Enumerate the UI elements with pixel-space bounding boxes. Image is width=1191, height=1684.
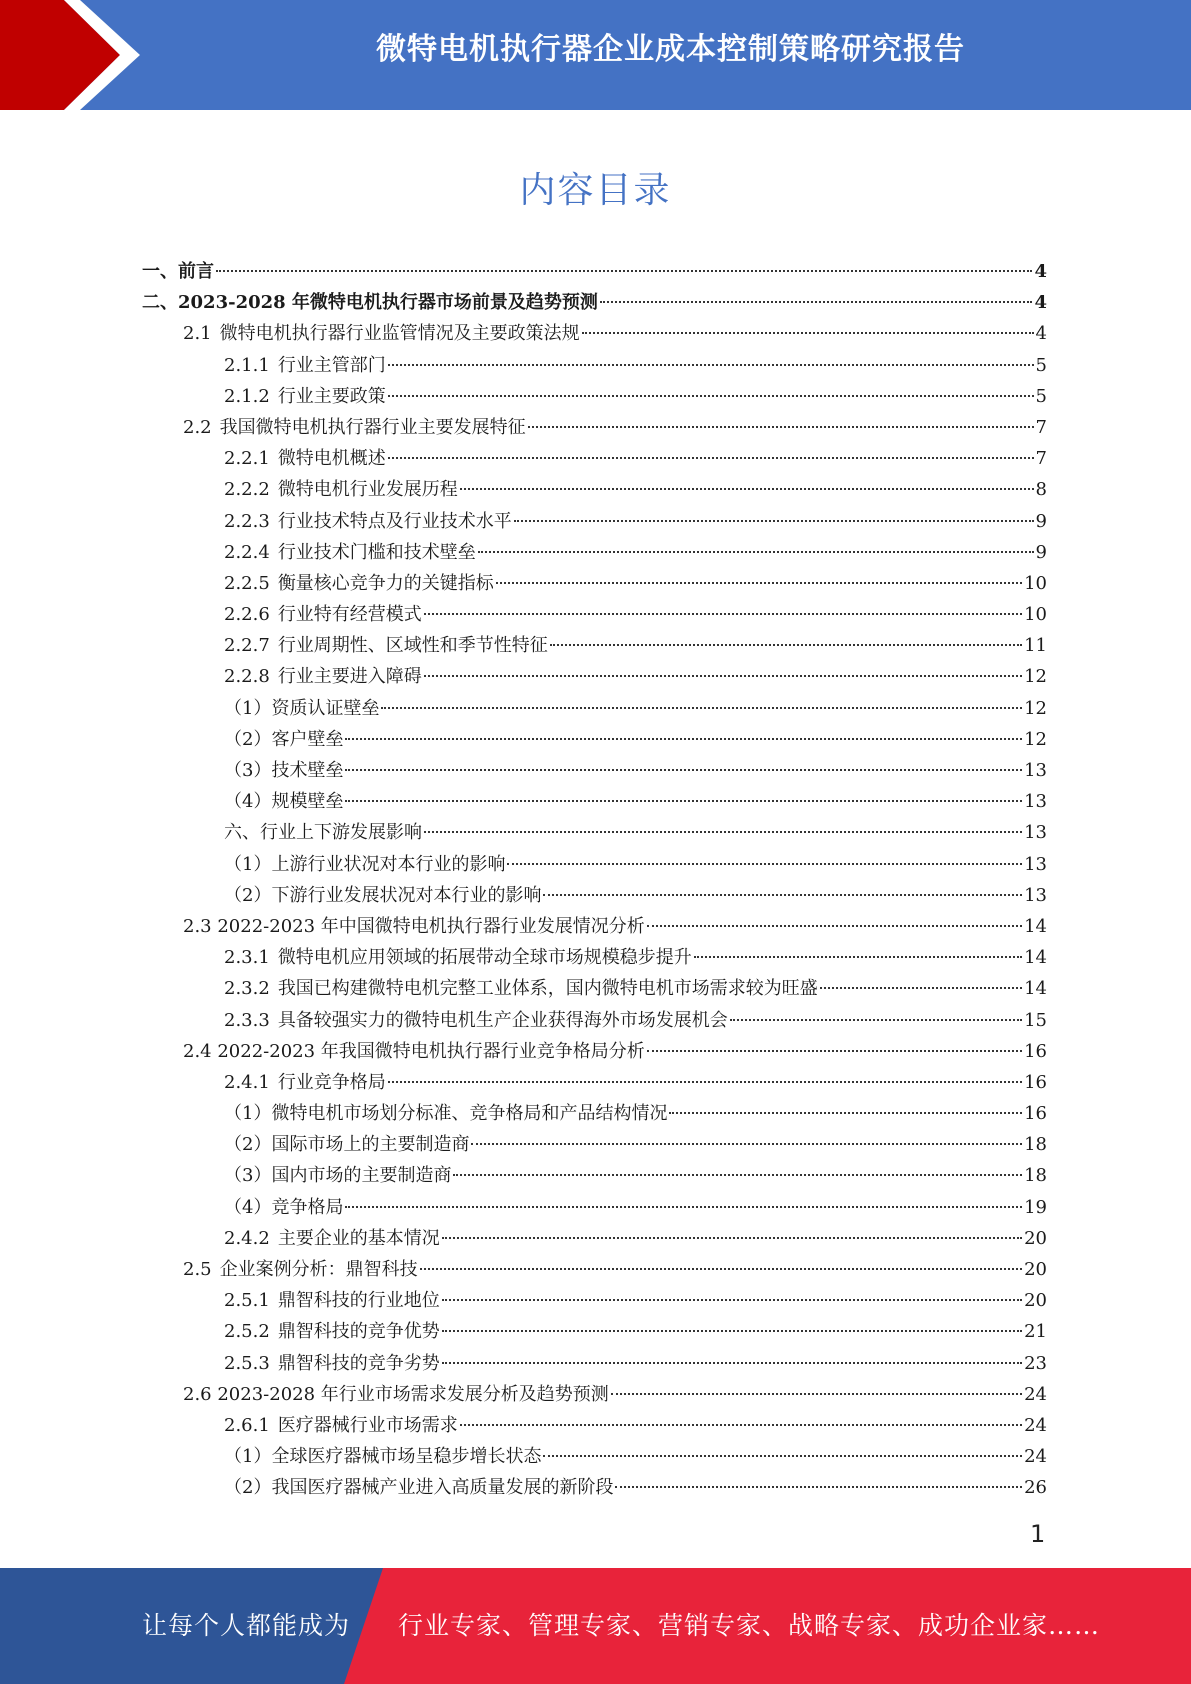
toc-entry[interactable]: [142, 350, 1047, 381]
toc-entry[interactable]: [142, 1036, 1047, 1067]
toc-entry[interactable]: [142, 1098, 1047, 1129]
toc-entry-text: （2）我国医疗器械产业进入高质量发展的新阶段: [224, 1477, 614, 1499]
toc-entry-page: 14: [1024, 947, 1047, 969]
toc-entry-page: 20: [1024, 1259, 1047, 1280]
toc-dot-leader: [514, 520, 1034, 522]
toc-entry[interactable]: [142, 537, 1047, 568]
toc-entry-text: 鼎智科技的竞争劣势: [277, 1352, 440, 1374]
toc-entry-page: 26: [1024, 1477, 1047, 1499]
toc-entry-text: （1）上游行业状况对本行业的影响: [224, 853, 506, 875]
toc-dot-leader: [442, 1299, 1022, 1301]
toc-entry-text: 主要企业的基本情况: [277, 1227, 440, 1249]
toc-entry-text: 行业主要进入障碍: [277, 666, 422, 688]
toc-entry[interactable]: [142, 568, 1047, 599]
toc-entry-page: 4: [1034, 261, 1047, 282]
toc-dot-leader: [647, 1050, 1022, 1052]
toc-entry[interactable]: [142, 880, 1047, 911]
toc-entry-text: （1）全球医疗器械市场呈稳步增长状态: [224, 1446, 542, 1468]
toc-entry-text: （3）国内市场的主要制造商: [224, 1165, 452, 1187]
toc-entry-text: 一、前言: [142, 261, 214, 282]
toc-dot-leader: [478, 551, 1034, 553]
toc-entry-text: 医疗器械行业市场需求: [277, 1414, 458, 1436]
toc-dot-leader: [442, 1237, 1022, 1239]
toc-entry-page: 16: [1024, 1040, 1047, 1062]
toc-entry-page: 14: [1024, 915, 1047, 937]
toc-entry[interactable]: [142, 1254, 1047, 1285]
toc-dot-leader: [471, 1143, 1022, 1145]
toc-entry-page: 9: [1035, 510, 1047, 532]
toc-entry-page: 24: [1024, 1446, 1047, 1468]
toc-entry-page: 20: [1024, 1227, 1047, 1249]
toc-dot-leader: [420, 1268, 1022, 1270]
toc-entry-number: 2.1.2: [224, 385, 270, 407]
toc-entry-page: 4: [1034, 292, 1047, 314]
toc-entry[interactable]: [142, 1379, 1047, 1410]
toc-entry[interactable]: [142, 786, 1047, 817]
toc-entry-text: 2.6 2023-2028 年行业市场需求发展分析及趋势预测: [183, 1383, 609, 1405]
toc-entry-number: 2.4.2: [224, 1227, 270, 1249]
toc-dot-leader: [820, 987, 1022, 989]
toc-entry-text: 2.3 2022-2023 年中国微特电机执行器行业发展情况分析: [183, 915, 645, 937]
toc-entry-page: 16: [1024, 1071, 1047, 1093]
toc-dot-leader: [694, 956, 1022, 958]
toc-entry-number: 2.2.3: [224, 510, 270, 532]
toc-entry-text: （1）微特电机市场划分标准、竞争格局和产品结构情况: [224, 1103, 668, 1125]
table-of-contents: [142, 256, 1047, 1504]
toc-dot-leader: [615, 1486, 1022, 1488]
toc-entry[interactable]: [142, 817, 1047, 848]
toc-entry-text: （1）资质认证壁垒: [224, 697, 380, 719]
toc-dot-leader: [216, 270, 1032, 272]
toc-dot-leader: [669, 1112, 1022, 1114]
toc-entry-page: 24: [1024, 1414, 1047, 1436]
toc-entry-text: 二、2023-2028 年微特电机执行器市场前景及趋势预测: [142, 292, 598, 314]
toc-entry[interactable]: [142, 693, 1047, 724]
toc-entry-page: 13: [1024, 853, 1047, 875]
toc-entry-page: 20: [1024, 1290, 1047, 1312]
toc-entry[interactable]: [142, 287, 1047, 318]
toc-entry-page: 5: [1035, 385, 1047, 407]
toc-entry[interactable]: [142, 755, 1047, 786]
toc-entry-text: 微特电机行业发展历程: [277, 479, 458, 501]
toc-entry-page: 21: [1024, 1321, 1047, 1343]
toc-dot-leader: [460, 1424, 1022, 1426]
toc-entry-text: 行业技术门槛和技术壁垒: [277, 541, 476, 563]
toc-entry[interactable]: [142, 1005, 1047, 1036]
toc-entry-number: 2.2.8: [224, 666, 270, 688]
toc-entry-text: 行业竞争格局: [277, 1071, 386, 1093]
toc-entry-page: 16: [1024, 1103, 1047, 1125]
toc-entry-page: 13: [1024, 760, 1047, 781]
toc-dot-leader: [345, 738, 1022, 740]
toc-entry-number: 2.5.2: [224, 1321, 270, 1343]
toc-dot-leader: [388, 457, 1034, 459]
toc-entry-page: 13: [1024, 791, 1047, 813]
toc-entry[interactable]: [142, 1316, 1047, 1347]
footer-band: [0, 1568, 1191, 1684]
toc-entry-page: 12: [1024, 666, 1047, 688]
toc-dot-leader: [345, 1206, 1022, 1208]
toc-entry[interactable]: [142, 381, 1047, 412]
footer-slogan-left: 让每个人都能成为: [142, 1611, 351, 1640]
report-title: 微特电机执行器企业成本控制策略研究报告: [376, 32, 965, 67]
toc-entry-number: 2.3.2: [224, 978, 270, 1000]
toc-dot-leader: [600, 301, 1033, 303]
toc-entry-text: 我国已构建微特电机完整工业体系，国内微特电机市场需求较为旺盛: [277, 978, 818, 1000]
toc-entry[interactable]: [142, 474, 1047, 505]
toc-entry[interactable]: [142, 1129, 1047, 1160]
toc-entry-text: （2）下游行业发展状况对本行业的影响: [224, 884, 542, 906]
toc-dot-leader: [582, 332, 1034, 334]
toc-entry-text: 行业主要政策: [277, 385, 386, 407]
toc-entry-page: 13: [1024, 884, 1047, 906]
toc-dot-leader: [442, 1330, 1022, 1332]
toc-dot-leader: [442, 1362, 1022, 1364]
toc-entry-number: 2.1.1: [224, 354, 270, 376]
toc-entry-text: （2）客户壁垒: [224, 728, 344, 750]
toc-dot-leader: [528, 426, 1034, 428]
toc-entry[interactable]: [142, 1410, 1047, 1441]
toc-entry-text: 鼎智科技的竞争优势: [277, 1321, 440, 1343]
toc-entry-number: 2.2.1: [224, 448, 270, 470]
toc-entry-number: 2.1: [183, 323, 212, 345]
toc-entry[interactable]: [142, 1472, 1047, 1503]
toc-entry-page: 12: [1024, 728, 1047, 750]
toc-entry[interactable]: [142, 506, 1047, 537]
toc-dot-leader: [611, 1393, 1022, 1395]
toc-dot-leader: [424, 613, 1022, 615]
toc-entry-number: 2.2.6: [224, 604, 270, 626]
toc-entry-page: 7: [1035, 448, 1047, 470]
toc-entry[interactable]: [142, 630, 1047, 661]
toc-entry-number: 2.3.3: [224, 1009, 270, 1031]
toc-entry[interactable]: [142, 661, 1047, 692]
toc-entry-text: 具备较强实力的微特电机生产企业获得海外市场发展机会: [277, 1009, 728, 1031]
toc-entry-page: 15: [1024, 1009, 1047, 1031]
toc-entry-text: （2）国际市场上的主要制造商: [224, 1134, 470, 1156]
toc-entry-text: 微特电机执行器行业监管情况及主要政策法规: [219, 323, 580, 345]
toc-entry-page: 23: [1024, 1352, 1047, 1374]
toc-dot-leader: [381, 707, 1022, 709]
toc-dot-leader: [388, 364, 1034, 366]
toc-entry-number: 2.5: [183, 1259, 212, 1280]
toc-dot-leader: [424, 831, 1022, 833]
toc-entry[interactable]: [142, 724, 1047, 755]
toc-dot-leader: [453, 1174, 1022, 1176]
toc-entry-page: 10: [1024, 604, 1047, 626]
toc-dot-leader: [345, 800, 1022, 802]
toc-entry-number: 2.2.4: [224, 541, 270, 563]
toc-entry-text: （4）规模壁垒: [224, 791, 344, 813]
toc-entry-number: 2.4.1: [224, 1071, 270, 1093]
toc-dot-leader: [507, 863, 1022, 865]
toc-entry-number: 2.5.3: [224, 1352, 270, 1374]
toc-entry-text: 微特电机概述: [277, 448, 386, 470]
toc-entry-number: 2.3.1: [224, 947, 270, 969]
toc-entry[interactable]: [142, 1285, 1047, 1316]
toc-entry-page: 13: [1024, 822, 1047, 844]
toc-entry-text: （3）技术壁垒: [224, 760, 344, 781]
toc-entry-page: 10: [1024, 572, 1047, 594]
toc-entry-text: 鼎智科技的行业地位: [277, 1290, 440, 1312]
toc-entry[interactable]: [142, 1067, 1047, 1098]
toc-entry[interactable]: [142, 1160, 1047, 1191]
toc-entry-page: 8: [1035, 479, 1047, 501]
toc-entry-number: 2.2.5: [224, 572, 270, 594]
toc-entry-text: 衡量核心竞争力的关键指标: [277, 572, 494, 594]
toc-entry-page: 24: [1024, 1383, 1047, 1405]
toc-entry-page: 14: [1024, 978, 1047, 1000]
toc-entry[interactable]: [142, 443, 1047, 474]
toc-dot-leader: [647, 925, 1022, 927]
toc-entry[interactable]: [142, 1223, 1047, 1254]
toc-entry-number: 2.6.1: [224, 1414, 270, 1436]
toc-entry[interactable]: [142, 1441, 1047, 1472]
toc-entry-text: 行业主管部门: [277, 354, 386, 376]
toc-dot-leader: [345, 769, 1022, 771]
toc-entry-text: 企业案例分析：鼎智科技: [219, 1259, 418, 1280]
header-band: [0, 0, 1191, 110]
toc-entry-page: 12: [1024, 697, 1047, 719]
toc-entry-text: 行业周期性、区域性和季节性特征: [277, 635, 548, 657]
toc-dot-leader: [543, 894, 1022, 896]
toc-entry[interactable]: [142, 599, 1047, 630]
toc-dot-leader: [730, 1019, 1022, 1021]
toc-dot-leader: [550, 644, 1022, 646]
toc-entry-text: 行业特有经营模式: [277, 604, 422, 626]
toc-entry[interactable]: [142, 973, 1047, 1004]
header-chevron-decoration: [0, 0, 170, 110]
toc-entry-number: 2.2.2: [224, 479, 270, 501]
toc-entry[interactable]: [142, 1348, 1047, 1379]
page-number: 1: [1030, 1520, 1046, 1548]
toc-entry-page: 7: [1035, 416, 1047, 438]
toc-entry-page: 18: [1024, 1134, 1047, 1156]
toc-dot-leader: [460, 488, 1034, 490]
toc-entry-number: 2.5.1: [224, 1290, 270, 1312]
toc-entry-text: 我国微特电机执行器行业主要发展特征: [219, 416, 526, 438]
toc-entry[interactable]: [142, 911, 1047, 942]
toc-entry-page: 5: [1035, 354, 1047, 376]
toc-entry-page: 4: [1035, 323, 1047, 345]
toc-entry[interactable]: [142, 256, 1047, 287]
toc-entry[interactable]: [142, 849, 1047, 880]
toc-entry-text: 微特电机应用领域的拓展带动全球市场规模稳步提升: [277, 947, 692, 969]
toc-entry[interactable]: [142, 318, 1047, 349]
toc-entry[interactable]: [142, 942, 1047, 973]
toc-dot-leader: [388, 395, 1034, 397]
toc-entry[interactable]: [142, 1192, 1047, 1223]
toc-entry-text: 行业技术特点及行业技术水平: [277, 510, 512, 532]
toc-dot-leader: [424, 675, 1022, 677]
toc-entry-text: 2.4 2022-2023 年我国微特电机执行器行业竞争格局分析: [183, 1040, 645, 1062]
toc-dot-leader: [543, 1455, 1022, 1457]
toc-entry-page: 11: [1024, 635, 1047, 657]
toc-entry-text: （4）竞争格局: [224, 1196, 344, 1218]
toc-entry-text: 六、行业上下游发展影响: [224, 822, 422, 844]
toc-title: 内容目录: [519, 170, 672, 211]
toc-entry-page: 19: [1024, 1196, 1047, 1218]
toc-dot-leader: [496, 582, 1022, 584]
toc-entry-number: 2.2.7: [224, 635, 270, 657]
toc-dot-leader: [388, 1081, 1022, 1083]
toc-entry-page: 9: [1035, 541, 1047, 563]
toc-entry-page: 18: [1024, 1165, 1047, 1187]
toc-entry[interactable]: [142, 412, 1047, 443]
toc-entry-number: 2.2: [183, 416, 212, 438]
footer-slogan-right: 行业专家、管理专家、营销专家、战略专家、成功企业家……: [398, 1611, 1101, 1640]
